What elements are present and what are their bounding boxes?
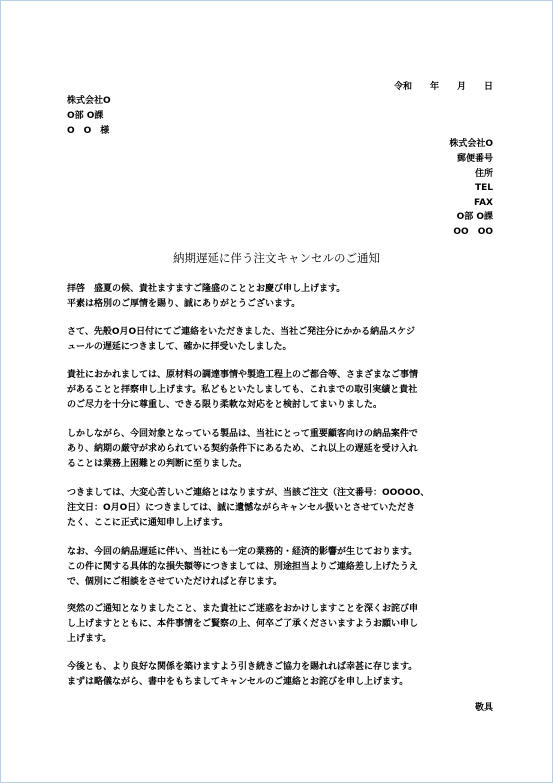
paragraph-line: 今後とも、より良好な関係を築けますよう引き続きご協力を賜れれば幸甚に存じます。 <box>67 662 418 672</box>
paragraph-line: で、個別にご相談をさせていただければと存じます。 <box>67 577 283 587</box>
paragraph-cancellation <box>67 486 495 531</box>
paragraph-line: さて、先般O月O日付にてご連絡をいただきました、当社ご発注分にかかる納品スケジ <box>67 327 415 337</box>
sender-fax: FAX <box>473 198 493 208</box>
recipient-department: O部 O課 <box>67 111 104 121</box>
document-date: 令和 年 月 日 <box>393 82 493 92</box>
sender-address: 住所 <box>474 169 493 179</box>
paragraph-line: たく、ここに正式に通知申し上げます。 <box>67 518 229 528</box>
paragraph-line: ュールの遅延につきまして、確かに拝受いたしました。 <box>67 342 292 352</box>
recipient-company: 株式会社O <box>67 96 111 106</box>
paragraph-line: あり、納期の厳守が求められている契約条件下にあるため、これ以上の遅延を受け入れ <box>67 444 418 454</box>
sender-tel: TEL <box>474 183 493 193</box>
paragraph-line: 突然のご通知となりましたこと、また貴社にご迷惑をおかけしますことを深くお詫び申 <box>67 604 419 614</box>
paragraph-line: 上げます。 <box>67 634 112 644</box>
paragraph-line: のご尽力を十分に尊重し、できる限り柔軟な対応をと検討してまいりました。 <box>67 400 383 410</box>
sender-company: 株式会社O <box>449 139 493 149</box>
paragraph-line: しかしながら、今回対象となっている製品は、当社にとって重要顧客向けの納品案件で <box>67 429 418 439</box>
sender-department: O部 O課 <box>456 212 493 222</box>
paragraph-line: まずは略儀ながら、書中をもちましてキャンセルのご連絡とお詫びを申し上げます。 <box>67 677 409 687</box>
document-title: 納期遅延に伴う注文キャンセルのご通知 <box>173 251 380 265</box>
paragraph-line: 平素は格別のご厚情を賜り、誠にありがとうございます。 <box>67 299 301 309</box>
paragraph-apology <box>67 602 495 647</box>
closing-word: 敬具 <box>474 703 493 713</box>
paragraph-reason <box>67 427 495 472</box>
paragraph-line: なお、今回の納品遅延に伴い、当社にも一定の業務的・経済的影響が生じております。 <box>67 547 418 557</box>
sender-name: OO OO <box>453 227 493 237</box>
paragraph-line: があることと拝察申し上げます。私どもといたしましても、これまでの取引実績と貴社 <box>67 385 418 395</box>
paragraph-greeting <box>67 282 495 312</box>
paragraph-line: 貴社におかれましては、原材料の調達事情や製造工程上のご都合等、さまざまなご事情 <box>67 370 419 380</box>
paragraph-consideration <box>67 368 495 413</box>
paragraph-line: ることは業務上困難との判断に至りました。 <box>67 459 248 469</box>
paragraph-line: つきましては、大変心苦しいご連絡とはなりますが、当該ご注文（注文番号：OOOOO、 <box>67 488 430 498</box>
paragraph-line: 注文日：O月O日）につきましては、誠に遺憾ながらキャンセル扱いとさせていただき <box>67 503 416 513</box>
paragraph-line: 拝啓 盛夏の候、貴社ますますご隆盛のこととお慶び申し上げます。 <box>67 284 346 294</box>
paragraph-acknowledgement <box>67 325 495 355</box>
paragraph-damages <box>67 545 495 590</box>
sender-postal: 郵便番号 <box>456 154 493 164</box>
paragraph-closing-remarks <box>67 660 495 690</box>
recipient-name: O O 様 <box>67 126 110 136</box>
paragraph-line: し上げますとともに、本件事情をご賢察の上、何卒ご了承くださいますようお願い申し <box>67 619 419 629</box>
paragraph-line: この件に関する具体的な損失額等につきましては、別途担当よりご連絡差し上げたうえ <box>67 562 418 572</box>
